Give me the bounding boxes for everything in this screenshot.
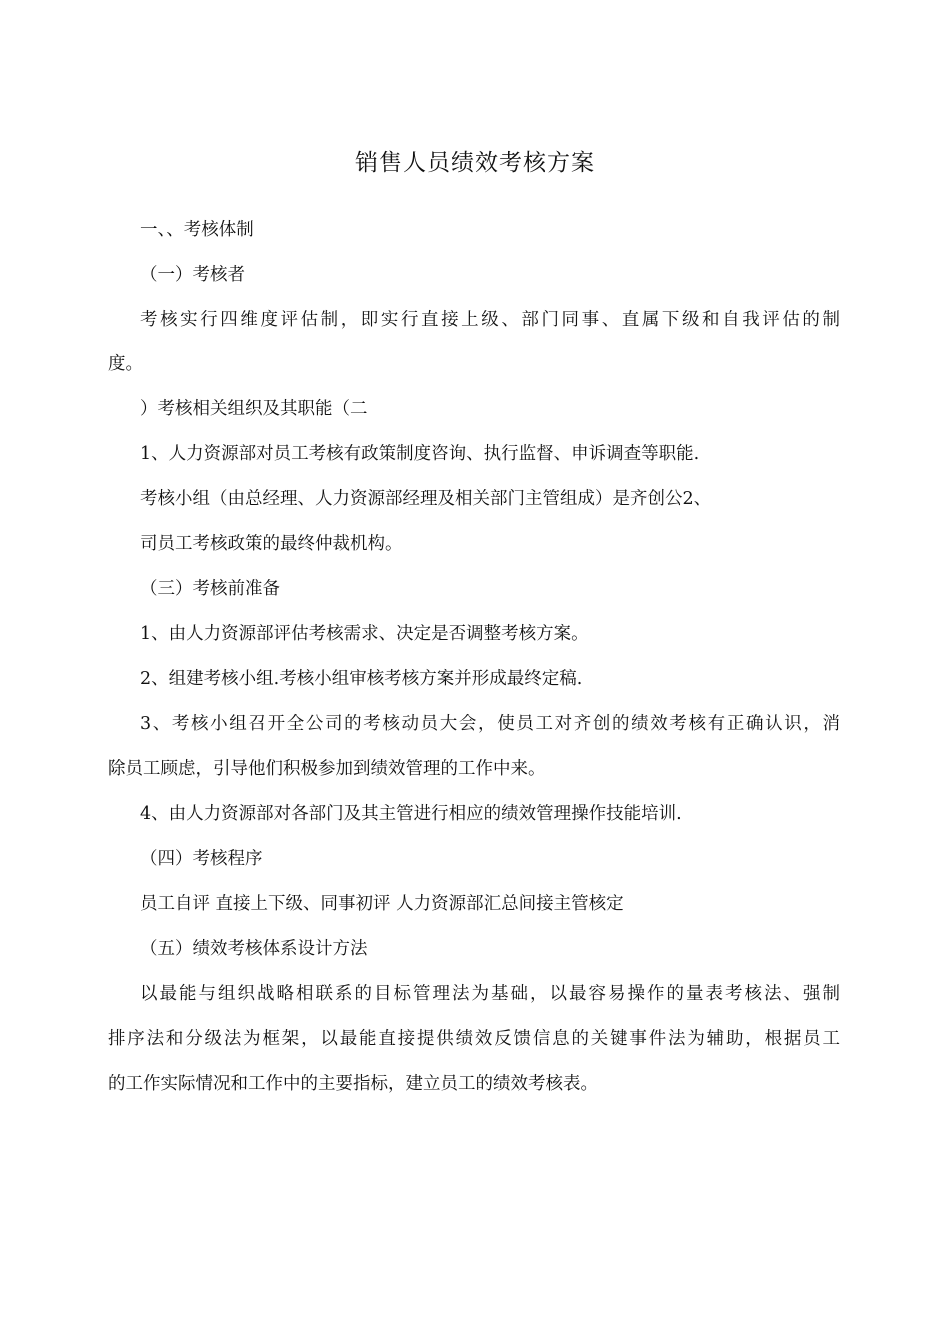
document-title: 销售人员绩效考核方案 xyxy=(355,150,595,176)
list-item: 司员工考核政策的最终仲裁机构。 xyxy=(140,534,403,554)
paragraph-line: 排序法和分级法为框架，以最能直接提供绩效反馈信息的关键事件法为辅助，根据员工 xyxy=(108,1029,840,1049)
list-item: 3、考核小组召开全公司的考核动员大会，使员工对齐创的绩效考核有正确认识，消 xyxy=(140,714,840,734)
list-item: 除员工顾虑，引导他们积极参加到绩效管理的工作中来。 xyxy=(108,759,546,779)
subheading-preparation: （三）考核前准备 xyxy=(140,579,280,599)
list-item: 1、由人力资源部评估考核需求、决定是否调整考核方案。 xyxy=(140,624,589,644)
subheading-design-method: （五）绩效考核体系设计方法 xyxy=(140,939,368,959)
list-item: 考核小组（由总经理、人力资源部经理及相关部门主管组成）是齐创公2、 xyxy=(140,489,712,509)
subheading-organization: ）考核相关组织及其职能（二 xyxy=(140,399,368,419)
heading-assessment-system: 一、、考核体制 xyxy=(140,220,254,240)
paragraph-line: 考核实行四维度评估制，即实行直接上级、部门同事、直属下级和自我评估的制 xyxy=(140,310,840,330)
paragraph-line: 度。 xyxy=(108,354,143,374)
subheading-assessors: （一）考核者 xyxy=(140,265,245,285)
list-item: 4、由人力资源部对各部门及其主管进行相应的绩效管理操作技能培训. xyxy=(140,804,682,824)
list-item: 1、人力资源部对员工考核有政策制度咨询、执行监督、申诉调查等职能. xyxy=(140,444,700,464)
paragraph-line: 以最能与组织战略相联系的目标管理法为基础，以最容易操作的量表考核法、强制 xyxy=(140,984,840,1004)
subheading-procedure: （四）考核程序 xyxy=(140,849,263,869)
procedure-steps: 员工自评 直接上下级、同事初评 人力资源部汇总间接主管核定 xyxy=(140,894,624,914)
paragraph-line: 的工作实际情况和工作中的主要指标，建立员工的绩效考核表。 xyxy=(108,1074,598,1094)
list-item: 2、组建考核小组.考核小组审核考核方案并形成最终定稿. xyxy=(140,669,583,689)
